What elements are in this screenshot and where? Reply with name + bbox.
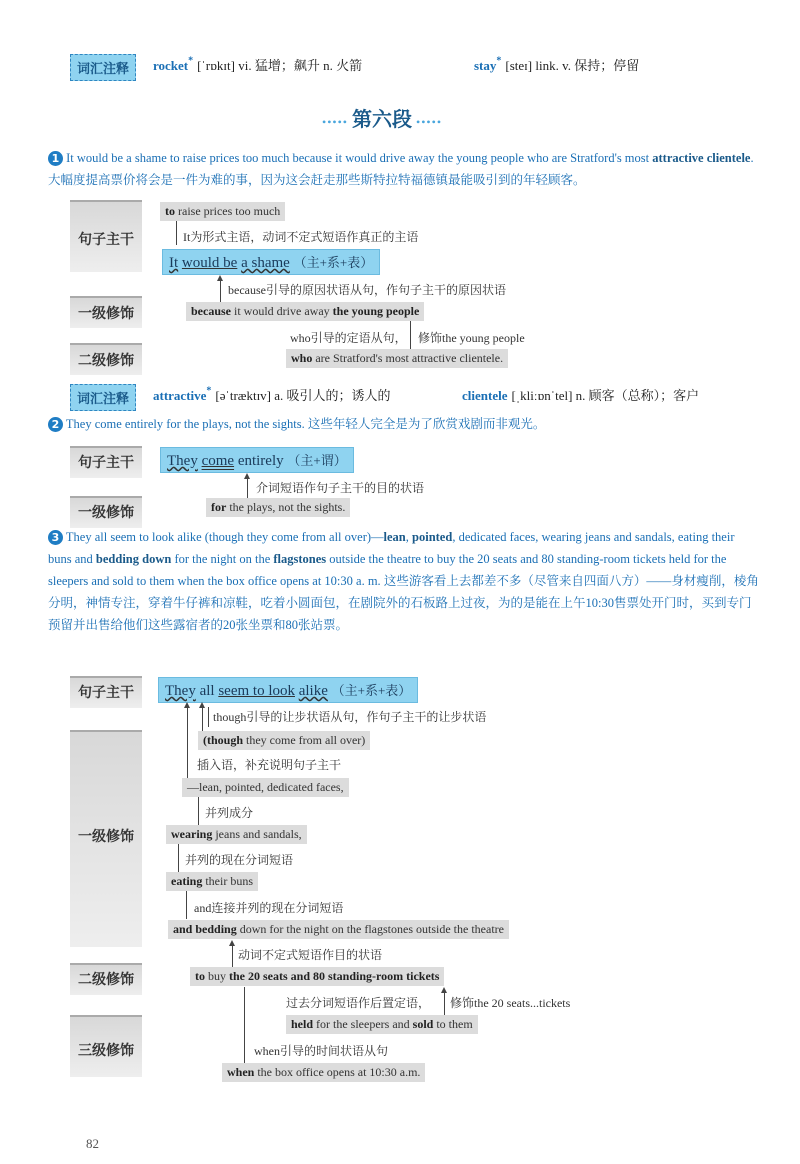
label-level-3: 三级修饰: [78, 1043, 134, 1059]
subject: It: [169, 255, 179, 271]
phrase-text: it would drive away: [234, 304, 330, 318]
phrase-box-infinitive: [160, 202, 285, 221]
number-circle-icon: 1: [48, 151, 63, 166]
phrase-text: the plays, not the sights.: [229, 500, 346, 514]
main-clause-box: [158, 677, 418, 703]
phrase-box-bedding: [168, 920, 509, 939]
keyword: because: [191, 304, 231, 318]
vocab-entry-clientele: [462, 385, 699, 405]
keyword: attractive: [652, 151, 704, 165]
keyword: when: [227, 1065, 255, 1079]
keyword: the young people: [332, 304, 420, 318]
sentence-1: [48, 147, 760, 191]
sentence-en: It would be a shame to raise prices too much because it would drive away the young people who are Stratford's most: [66, 151, 653, 165]
phrase-box-for: [206, 498, 350, 517]
keyword: sold: [412, 1017, 434, 1031]
label-level-1: 一级修饰: [78, 829, 134, 845]
phrase-text: to them: [436, 1017, 473, 1031]
number-circle-icon: 2: [48, 417, 63, 432]
phrase-text: are Stratford's most attractive clientele.: [315, 351, 504, 365]
keyword: who: [291, 351, 313, 365]
keyword: eating: [171, 874, 203, 888]
sentence-en: outside the theatre to buy the 20 seats and 80 standing-room tickets held for the sleepers and sold to them when the box office opens at 10:30 a. m.: [48, 552, 727, 588]
label-main-clause: 句子主干: [78, 685, 134, 701]
predicative: a shame: [241, 255, 290, 271]
vocab-word: clientele: [462, 388, 508, 403]
main-clause-box: [160, 447, 354, 473]
annotation-note: 介词短语作句子主干的目的状语: [256, 481, 425, 495]
sentence-en: ,: [405, 530, 413, 544]
vocab-definition: [ˈrɒkɪt] vi. 猛增；飙升 n. 火箭: [197, 58, 363, 73]
annotation-note: though引导的让步状语从句，作句子主干的让步状语: [213, 710, 487, 724]
phrase-text: for the sleepers and: [316, 1017, 410, 1031]
section-heading: [322, 103, 442, 132]
keyword: lean: [383, 530, 406, 544]
annotation-note: when引导的时间状语从句: [254, 1044, 388, 1058]
annotation-note: 并列的现在分词短语: [185, 853, 294, 867]
annotation-note: 修饰the young people: [418, 331, 525, 345]
sentence-3: [48, 526, 760, 636]
vocab-word: rocket: [153, 58, 189, 73]
structure-tag: （主+系+表）: [331, 683, 412, 698]
label-main-clause: 句子主干: [78, 232, 134, 248]
sentence-zh: 这些游客看上去都差不多（尽管来自四面八方）——身材瘦削，棱角分明，神情专注，穿着牛仔裤和凉鞋，吃着小圆面包，在剧院外的石板路上过夜，为的是能在上午10:30售票处开门时，买到专门预留并出售给他们这些露宿者的20张坐票和80张站票。: [48, 574, 759, 632]
predicative: alike: [298, 683, 328, 699]
annotation-note: 并列成分: [205, 806, 254, 820]
sentence-en: They all seem to look alike (though they come from all over)—: [65, 530, 384, 544]
phrase-box-who: [286, 349, 508, 368]
vocab-definition: [steɪ] link. v. 保持；停留: [505, 58, 640, 73]
vocab-definition: [əˈtræktɪv] a. 吸引人的；诱人的: [215, 388, 391, 403]
phrase-box-held: [286, 1015, 478, 1034]
main-clause-box: [162, 249, 380, 275]
keyword: bedding down: [95, 552, 172, 566]
keyword: flagstones: [273, 552, 327, 566]
vocab-definition: [ˌkliːɒnˈtel] n. 顾客（总称）；客户: [511, 388, 700, 403]
vocab-word: attractive: [153, 388, 207, 403]
keyword: to: [165, 204, 175, 218]
label-level-1: 一级修饰: [78, 505, 134, 521]
phrase-box-though: [198, 731, 370, 750]
vocab-word: stay: [474, 58, 497, 73]
star-icon: *: [496, 55, 502, 67]
keyword: held: [291, 1017, 314, 1031]
annotation-note: 修饰the 20 seats...tickets: [450, 996, 571, 1010]
structure-tag: （主+系+表）: [293, 255, 374, 270]
keyword: clientele: [706, 151, 751, 165]
vocab-entry-stay: [474, 55, 639, 75]
sentence-en: They come entirely for the plays, not the sights.: [65, 417, 305, 431]
keyword: wearing: [171, 827, 213, 841]
label-level-2: 二级修饰: [78, 972, 134, 988]
label-level-1: 一级修饰: [78, 306, 134, 322]
annotation-note: 过去分词短语作后置定语，: [286, 996, 431, 1010]
keyword: for: [211, 500, 227, 514]
verb: seem to look: [218, 683, 295, 699]
vocab-badge: 词汇注释: [70, 54, 136, 81]
verb: would be: [181, 255, 238, 271]
subject: They: [165, 683, 196, 699]
sentence-2: [48, 413, 760, 435]
label-level-2: 二级修饰: [78, 353, 134, 369]
phrase-text: raise prices too much: [178, 204, 281, 218]
vocab-badge: 词汇注释: [70, 384, 136, 411]
phrase-text: their buns: [205, 874, 254, 888]
vocab-entry-rocket: [153, 55, 362, 75]
phrase-box-eating: [166, 872, 258, 891]
star-icon: *: [188, 55, 194, 67]
annotation-note: 插入语，补充说明句子主干: [197, 758, 342, 772]
label-main-clause: 句子主干: [78, 455, 134, 471]
phrase-text: buy: [208, 969, 226, 983]
keyword: to: [195, 969, 205, 983]
subject: They: [167, 453, 198, 469]
phrase-text: down for the night on the flagstones outside the theatre: [239, 922, 504, 936]
number-circle-icon: 3: [48, 530, 63, 545]
structure-tag: （主+谓）: [287, 453, 347, 468]
annotation-note: 动词不定式短语作目的状语: [238, 948, 383, 962]
annotation-note: It为形式主语，动词不定式短语作真正的主语: [183, 230, 419, 244]
annotation-note: who引导的定语从句，: [290, 331, 407, 345]
phrase-text: jeans and sandals,: [215, 827, 302, 841]
phrase-text: they come from all over): [246, 733, 366, 747]
phrase-box-when: [222, 1063, 425, 1082]
keyword: the 20 seats and 80 standing-room tickets: [229, 969, 440, 983]
phrase-text: the box office opens at 10:30 a.m.: [257, 1065, 421, 1079]
star-icon: *: [206, 385, 212, 397]
sentence-zh: . 大幅度提高票价将会是一件为难的事，因为这会赶走那些斯特拉特福德镇最能吸引到的年轻顾客。: [48, 151, 754, 187]
sentence-en: for the night on the: [171, 552, 274, 566]
vocab-entry-attractive: [153, 385, 391, 405]
phrase-box-wearing: [166, 825, 307, 844]
section-title: 第六段: [352, 107, 413, 131]
annotation-note: and连接并列的现在分词短语: [194, 901, 344, 915]
keyword: (though: [203, 733, 244, 747]
adverb: all: [199, 683, 215, 699]
sentence-zh: 这些年轻人完全是为了欣赏戏剧而非观光。: [307, 417, 546, 431]
phrase-box-lean: —lean, pointed, dedicated faces,: [182, 778, 349, 797]
adverb: entirely: [237, 453, 284, 469]
annotation-note: because引导的原因状语从句，作句子主干的原因状语: [228, 283, 506, 297]
keyword: pointed: [412, 530, 453, 544]
phrase-box-to-buy: [190, 967, 444, 986]
page-number: 82: [86, 1136, 99, 1151]
verb: come: [201, 453, 235, 469]
phrase-box-because: [186, 302, 424, 321]
dots-decoration: •••••: [416, 115, 443, 129]
sentence-en: , dedicated faces, wearing jeans and sandals, eating their buns and: [48, 530, 735, 566]
dots-decoration: •••••: [322, 115, 349, 129]
keyword: and bedding: [173, 922, 237, 936]
